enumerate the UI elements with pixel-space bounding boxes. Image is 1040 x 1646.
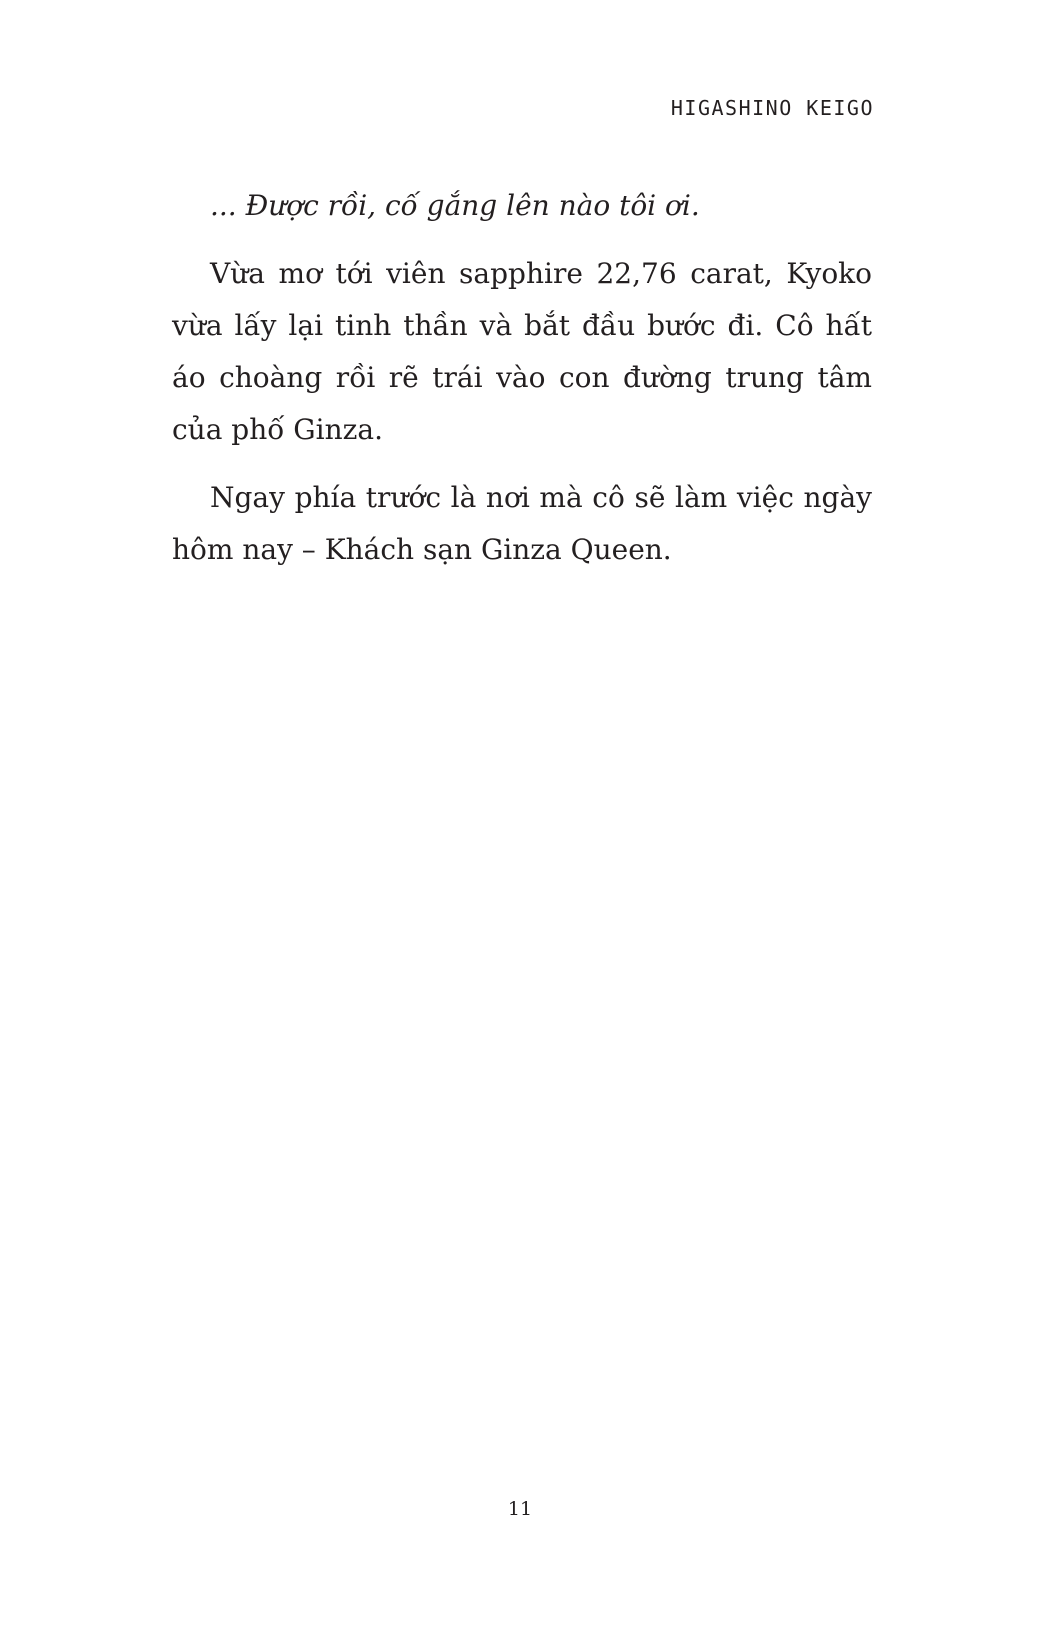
paragraph: Ngay phía trước là nơi mà cô sẽ làm việc ngày hôm nay – Khách sạn Ginza Queen. — [172, 481, 872, 566]
paragraph: Vừa mơ tới viên sapphire 22,76 carat, Kyoko vừa lấy lại tinh thần và bắt đầu bước đi. Cô hất áo choàng rồi rẽ trái vào con đường trung tâm của phố Ginza. — [172, 257, 872, 446]
page-number: 11 — [507, 1498, 533, 1520]
paragraph-italic-thought: ... Được rồi, cố gắng lên nào tôi ơi. — [210, 189, 700, 222]
running-header-author: HIGASHINO KEIGO — [670, 96, 874, 120]
body-text — [172, 180, 872, 592]
